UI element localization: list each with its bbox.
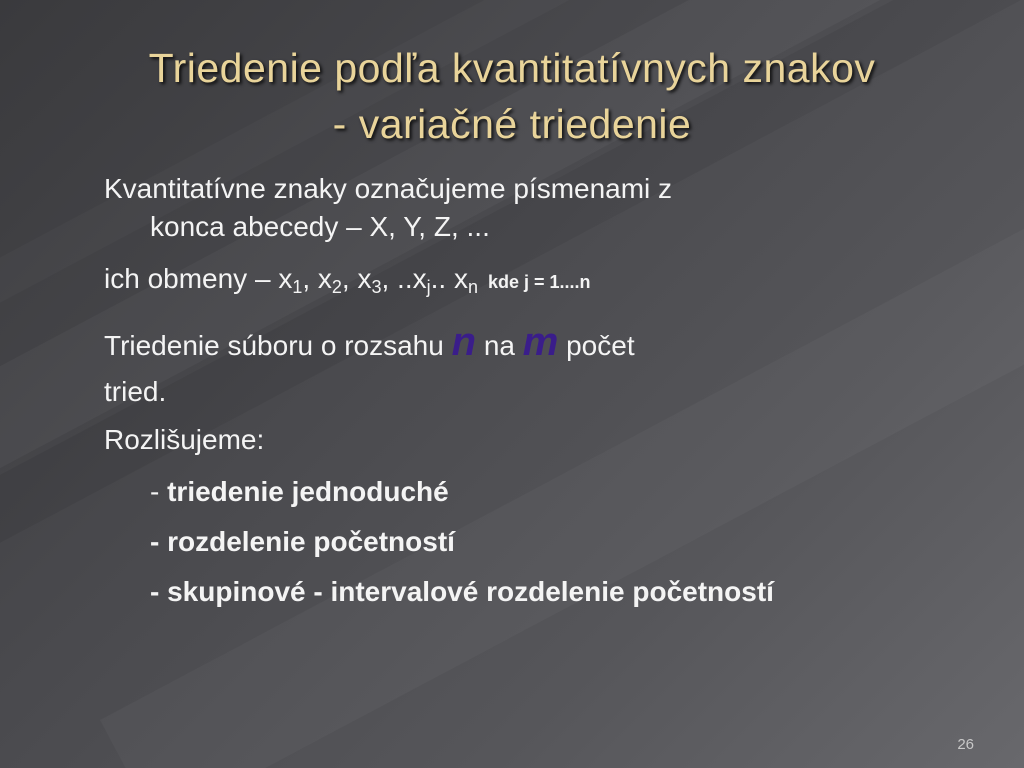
bullet-text: triedenie jednoduché bbox=[167, 476, 449, 507]
variable-n: n bbox=[451, 320, 477, 364]
paragraph-classification bbox=[104, 320, 984, 365]
text-segment: , ..x bbox=[381, 263, 427, 294]
subscript: n bbox=[467, 277, 478, 297]
slide-title bbox=[60, 40, 964, 152]
paragraph-quantitative-signs bbox=[104, 170, 984, 246]
subscript: 3 bbox=[371, 277, 382, 297]
text-segment: počet bbox=[558, 330, 635, 361]
text-segment: .. x bbox=[430, 263, 468, 294]
paragraph-variations bbox=[104, 260, 984, 301]
index-note: kde j = 1....n bbox=[487, 272, 591, 292]
subscript: 1 bbox=[292, 277, 303, 297]
bullet-interval-distribution: - skupinové - intervalové rozdelenie početností bbox=[150, 576, 774, 607]
bullet-frequency-distribution: - rozdelenie početností bbox=[150, 526, 455, 557]
text-segment: , x bbox=[341, 263, 372, 294]
subscript: 2 bbox=[331, 277, 342, 297]
bullet-dash: - bbox=[150, 476, 168, 507]
title-line-1: Triedenie podľa kvantitatívnych znakov bbox=[148, 45, 876, 91]
variable-m: m bbox=[522, 320, 559, 364]
paragraph-tried: tried. bbox=[104, 376, 167, 407]
page-number: 26 bbox=[957, 736, 974, 753]
paragraph-line: Kvantitatívne znaky označujeme písmenami z bbox=[104, 173, 673, 204]
slide-body bbox=[104, 170, 984, 611]
paragraph-line-continued: konca abecedy – X, Y, Z, ... bbox=[150, 211, 490, 242]
text-segment: , x bbox=[302, 263, 332, 294]
text-segment: ich obmeny – x bbox=[104, 263, 293, 294]
title-line-2: - variačné triedenie bbox=[332, 101, 692, 147]
text-segment: na bbox=[476, 330, 523, 361]
bullet-simple-classification bbox=[104, 473, 984, 511]
text-segment: Triedenie súboru o rozsahu bbox=[104, 330, 452, 361]
paragraph-distinguish: Rozlišujeme: bbox=[104, 424, 265, 455]
subscript: j bbox=[426, 277, 431, 297]
